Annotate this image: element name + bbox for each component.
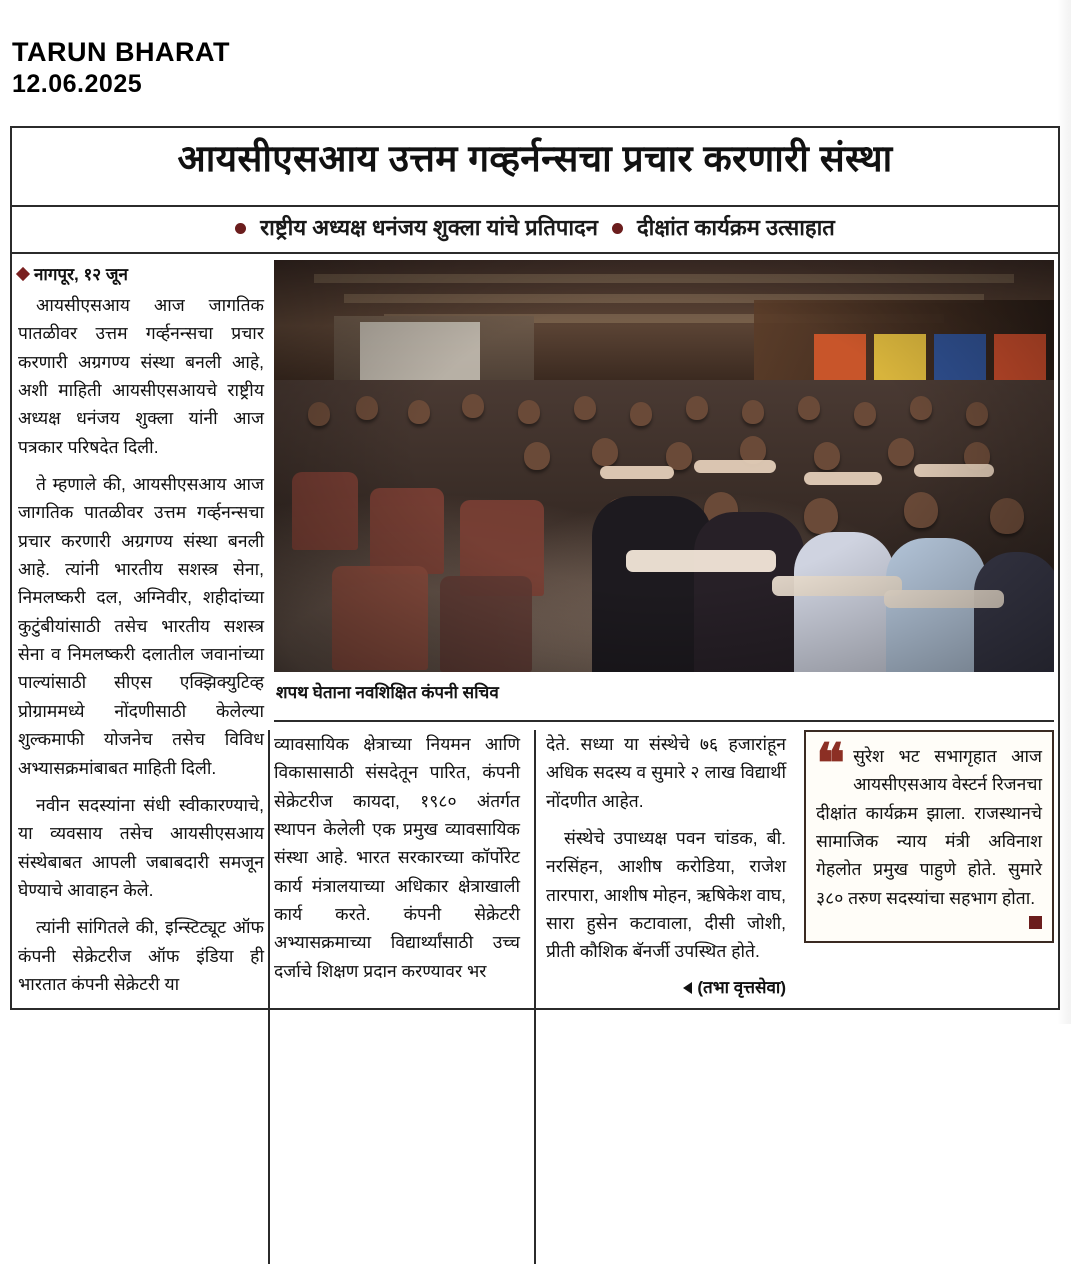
divider-under-headline bbox=[10, 205, 1060, 207]
article-headline: आयसीएसआय उत्तम गव्हर्नन्सचा प्रचार करणारी संस्था bbox=[177, 138, 893, 179]
article-subheadline bbox=[20, 212, 1050, 242]
divider-column-1 bbox=[268, 730, 270, 1264]
subheadline-2: दीक्षांत कार्यक्रम उत्साहात bbox=[636, 215, 835, 240]
subheadline-1: राष्ट्रीय अध्यक्ष धनंजय शुक्ला यांचे प्रतिपादन bbox=[260, 215, 598, 240]
paragraph: ते म्हणाले की, आयसीएसआय आज जागतिक पातळीवर उत्तम गर्व्हनन्सचा प्रचार करणारी अग्रगण्य संस्था बनली आहे. त्यांनी भारतीय सशस्त्र सेना, निमलष्करी दल, अग्निवीर, शहीदांच्या कुटुंबीयांसाठी तसेच भारतीय सशस्त्र सेना व निमलष्करी दलातील जवानांच्या पाल्यांसाठी सीएस एक्झिक्युटिव्ह प्रोग्राममध्ये नोंदणीसाठी केलेल्या शुल्कमाफी योजनेच तसेच विविध अभ्यासक्रमांबाबत माहिती दिली. bbox=[18, 474, 264, 778]
photo-vignette bbox=[274, 260, 1054, 672]
auditorium-photo bbox=[274, 260, 1054, 672]
divider-left bbox=[10, 126, 12, 1010]
triangle-icon bbox=[683, 982, 692, 994]
end-mark-icon bbox=[1029, 916, 1042, 929]
quote-icon: ❝ bbox=[816, 734, 846, 794]
bullet-dot-icon bbox=[235, 223, 246, 234]
paragraph: देते. सध्या या संस्थेचे ७६ हजारांहून अधिक सदस्य व सुमारे २ लाख विद्यार्थी नोंदणीत आहेत. bbox=[546, 734, 786, 811]
bullet-dot-icon bbox=[612, 223, 623, 234]
paragraph: नवीन सदस्यांना संधी स्वीकारण्याचे, या व्यवसाय तसेच आयसीएसआय संस्थेबाबत आपली जबाबदारी समजून घेण्याचे आवाहन केले. bbox=[18, 794, 264, 900]
sidebar-boxed-story bbox=[804, 730, 1054, 943]
paragraph: आयसीएसआय आज जागतिक पातळीवर उत्तम गर्व्हनन्सचा प्रचार करणारी अग्रगण्य संस्था बनली आहे, अशी माहिती आयसीएसआयचे राष्ट्रीय अध्यक्ष धनंजय शुक्ला यांनी आज पत्रकार परिषदेत दिली. bbox=[18, 295, 264, 457]
column-middle-2 bbox=[546, 730, 786, 998]
publication-date: 12.06.2025 bbox=[12, 70, 143, 99]
dateline-text: नागपूर, १२ जून bbox=[34, 265, 128, 284]
column-left bbox=[18, 262, 264, 1007]
paper-name: TARUN BHARAT bbox=[12, 37, 230, 67]
paragraph: व्यावसायिक क्षेत्राच्या नियमन आणि विकासासाठी संसदेतून पारित, कंपनी सेक्रेटरीज कायदा, १९८० अंतर्गत स्थापन केलेली एक प्रमुख व्यावसायिक संस्था आहे. भारत सरकारच्या कॉर्पोरेट कार्य मंत्रालयाच्या अधिकार क्षेत्राखाली कार्य करते. कंपनी सेक्रेटरी अभ्यासक्रमाच्या विद्यार्थ्यांसाठी उच्च दर्जाचे शिक्षण प्रदान करण्यावर भर bbox=[274, 734, 520, 981]
divider-right bbox=[1058, 126, 1060, 1010]
column-middle-1 bbox=[274, 730, 520, 994]
divider-top bbox=[10, 126, 1060, 128]
boxed-story-text: सुरेश भट सभागृहात आज आयसीएसआय वेस्टर्न रिजनचा दीक्षांत कार्यक्रम झाला. राजस्थानचे सामाजिक न्याय मंत्री अविनाश गेहलोत प्रमुख पाहुणे होते. सुमारे ३८० तरुण सदस्यांचा सहभाग होता. bbox=[816, 746, 1042, 908]
divider-column-2 bbox=[534, 730, 536, 1264]
paragraph: संस्थेचे उपाध्यक्ष पवन चांडक, बी. नरसिंहन, आशीष करोडिया, राजेश तारपारा, आशीष मोहन, ऋषिकेश वाघ, सारा हुसेन कटावाला, दीसी जोशी, प्रीती कौशिक बॅनर्जी उपस्थित होते. bbox=[546, 828, 786, 962]
article-credit bbox=[546, 975, 786, 998]
article-body bbox=[18, 262, 1054, 1002]
divider-under-subheadline bbox=[10, 252, 1060, 254]
masthead bbox=[12, 38, 532, 99]
paragraph: त्यांनी सांगितले की, इन्स्टिट्यूट ऑफ कंपनी सेक्रेटरीज ऑफ इंडिया ही भारतात कंपनी सेक्रेटरी या bbox=[18, 917, 264, 994]
dateline bbox=[18, 262, 264, 285]
article-photo-block bbox=[274, 260, 1054, 703]
credit-text: (तभा वृत्तसेवा) bbox=[697, 977, 786, 997]
diamond-icon bbox=[16, 266, 30, 280]
photo-caption: शपथ घेताना नवशिक्षित कंपनी सचिव bbox=[276, 683, 499, 702]
divider-under-photo bbox=[274, 720, 1054, 722]
